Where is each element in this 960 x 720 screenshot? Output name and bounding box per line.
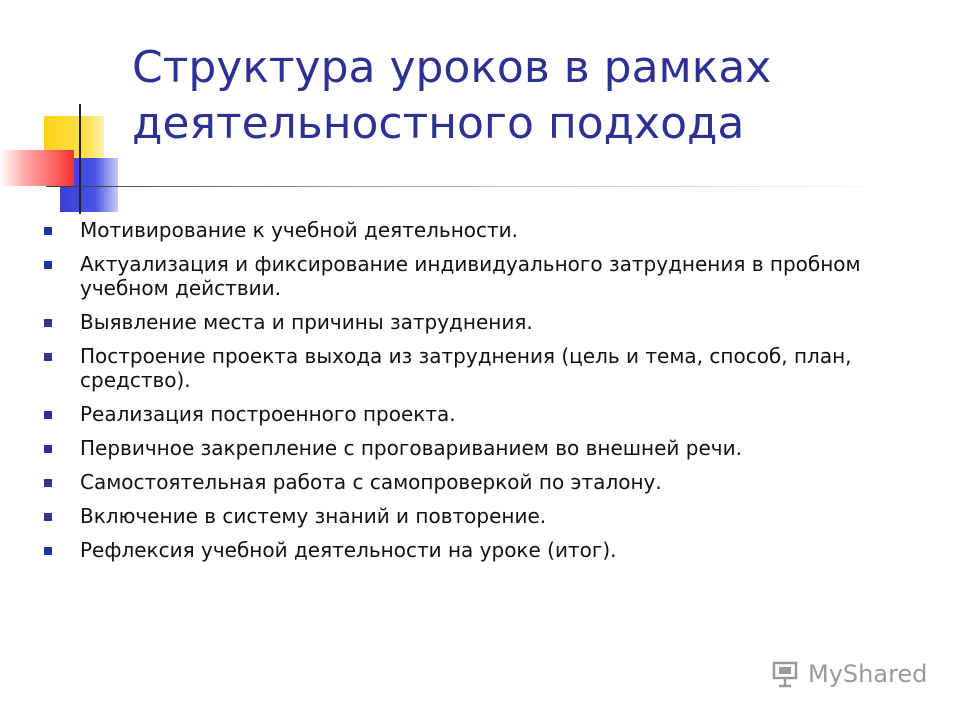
list-item bbox=[44, 470, 924, 494]
bullet-text: Самостоятельная работа с самопроверкой по эталону. bbox=[80, 470, 662, 494]
watermark-text: MyShared bbox=[808, 660, 928, 688]
list-item bbox=[44, 402, 924, 426]
bullet-square-icon bbox=[44, 227, 52, 235]
decor-vertical-line bbox=[79, 104, 81, 214]
bullet-square-icon bbox=[44, 479, 52, 487]
bullet-square-icon bbox=[44, 261, 52, 269]
bullet-text: Мотивирование к учебной деятельности. bbox=[80, 218, 519, 242]
bullet-text: Включение в систему знаний и повторение. bbox=[80, 504, 547, 528]
list-item bbox=[44, 436, 924, 460]
bullet-text: Рефлексия учебной деятельности на уроке (итог). bbox=[80, 538, 617, 562]
bullet-square-icon bbox=[44, 353, 52, 361]
list-item bbox=[44, 344, 924, 392]
bullet-square-icon bbox=[44, 547, 52, 555]
bullet-square-icon bbox=[44, 445, 52, 453]
title-underline bbox=[46, 186, 906, 187]
slide-title: Структура уроков в рамках деятельностного подхода bbox=[132, 42, 772, 149]
bullet-square-icon bbox=[44, 319, 52, 327]
bullet-square-icon bbox=[44, 513, 52, 521]
presentation-board-icon bbox=[770, 659, 800, 689]
myshared-watermark[interactable] bbox=[770, 656, 927, 692]
bullet-text: Первичное закрепление с проговариванием во внешней речи. bbox=[80, 436, 742, 460]
list-item bbox=[44, 310, 924, 334]
bullet-text: Реализация построенного проекта. bbox=[80, 402, 456, 426]
bullet-text: Построение проекта выхода из затруднения (цель и тема, способ, план, средство). bbox=[80, 344, 852, 392]
bullet-text: Актуализация и фиксирование индивидуального затруднения в пробном учебном действии. bbox=[80, 252, 861, 300]
bullet-list bbox=[44, 218, 924, 572]
list-item bbox=[44, 538, 924, 562]
list-item bbox=[44, 504, 924, 528]
bullet-text: Выявление места и причины затруднения. bbox=[80, 310, 533, 334]
decor-red-bar bbox=[0, 150, 74, 186]
list-item bbox=[44, 218, 924, 242]
bullet-square-icon bbox=[44, 411, 52, 419]
list-item bbox=[44, 252, 924, 300]
